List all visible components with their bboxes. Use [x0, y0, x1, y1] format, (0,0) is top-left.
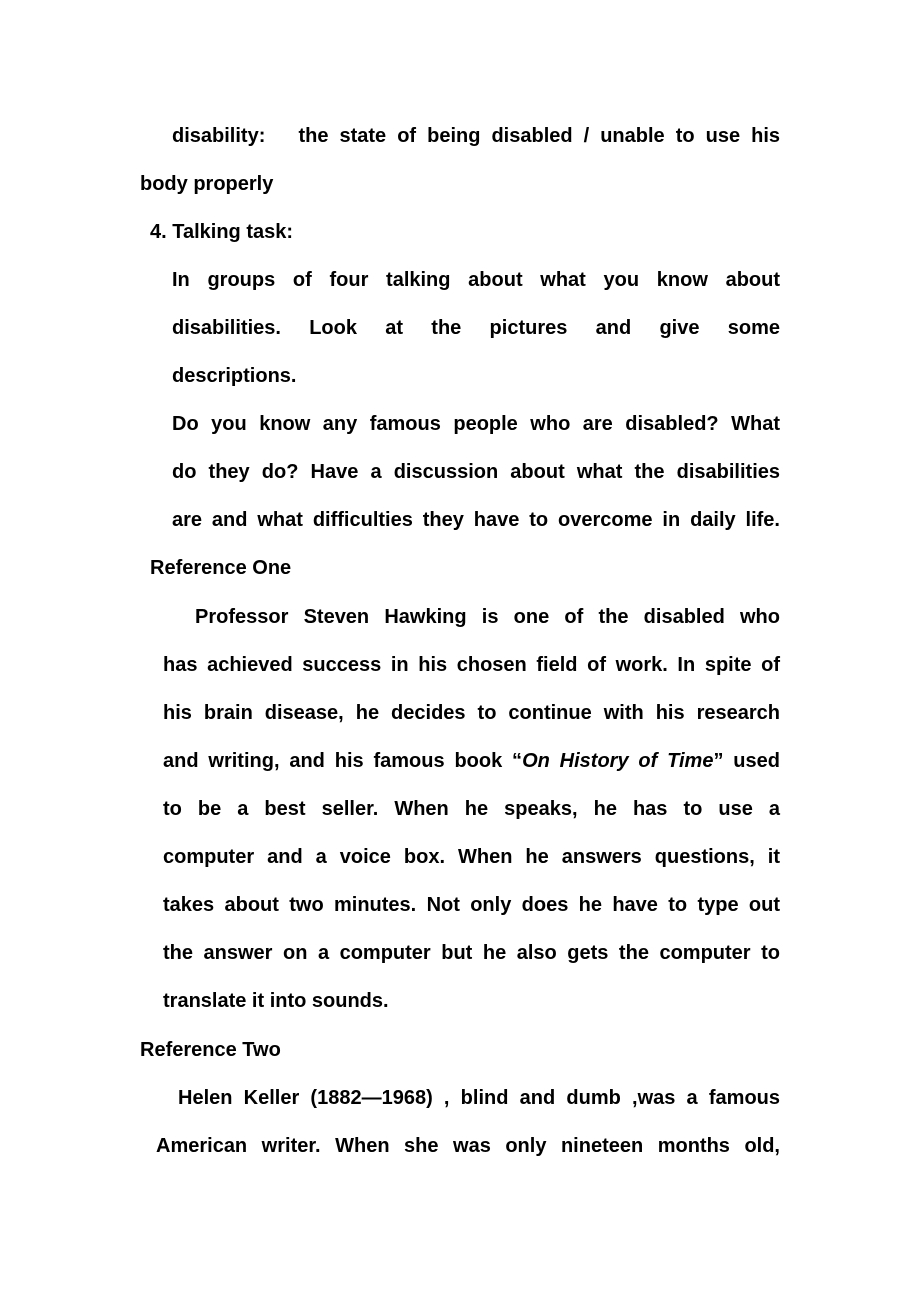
- definition-line-2: body properly: [140, 173, 274, 195]
- talking-task-heading: 4. Talking task:: [150, 221, 294, 243]
- reference-one-line: has achieved success in his chosen field of work. In spite of: [163, 654, 780, 676]
- reference-one-line: translate it into sounds.: [163, 990, 389, 1012]
- reference-one-heading: Reference One: [150, 557, 292, 579]
- book-line-before: and writing, and his famous book “: [163, 750, 523, 772]
- task-paragraph-2-line: are and what difficulties they have to overcome in daily life.: [172, 509, 780, 531]
- reference-one-line: takes about two minutes. Not only does he have to type out: [163, 894, 780, 916]
- task-paragraph-2-line: Do you know any famous people who are disabled? What: [172, 413, 780, 435]
- reference-two-heading: Reference Two: [140, 1039, 281, 1061]
- reference-one-line: computer and a voice box. When he answers questions, it: [163, 846, 780, 868]
- reference-one-line: his brain disease, he decides to continue with his research: [163, 702, 780, 724]
- reference-one-line: to be a best seller. When he speaks, he has to use a: [163, 798, 780, 820]
- book-title: On History of Time: [522, 750, 714, 772]
- reference-one-book-line: [163, 737, 780, 785]
- task-paragraph-1-line: descriptions.: [172, 365, 297, 387]
- reference-two-line: American writer. When she was only nineteen months old,: [156, 1135, 780, 1157]
- book-line-after: ” used: [713, 750, 780, 772]
- task-paragraph-1-line: In groups of four talking about what you know about: [172, 269, 780, 291]
- definition-line-1: disability: the state of being disabled / unable to use his: [172, 125, 780, 147]
- task-paragraph-1-line: disabilities. Look at the pictures and give some: [172, 317, 780, 339]
- reference-one-line: Professor Steven Hawking is one of the disabled who: [195, 606, 780, 628]
- reference-two-line: Helen Keller (1882—1968) , blind and dumb ,was a famous: [178, 1087, 780, 1109]
- task-paragraph-2-line: do they do? Have a discussion about what the disabilities: [172, 461, 780, 483]
- reference-one-line: the answer on a computer but he also gets the computer to: [163, 942, 780, 964]
